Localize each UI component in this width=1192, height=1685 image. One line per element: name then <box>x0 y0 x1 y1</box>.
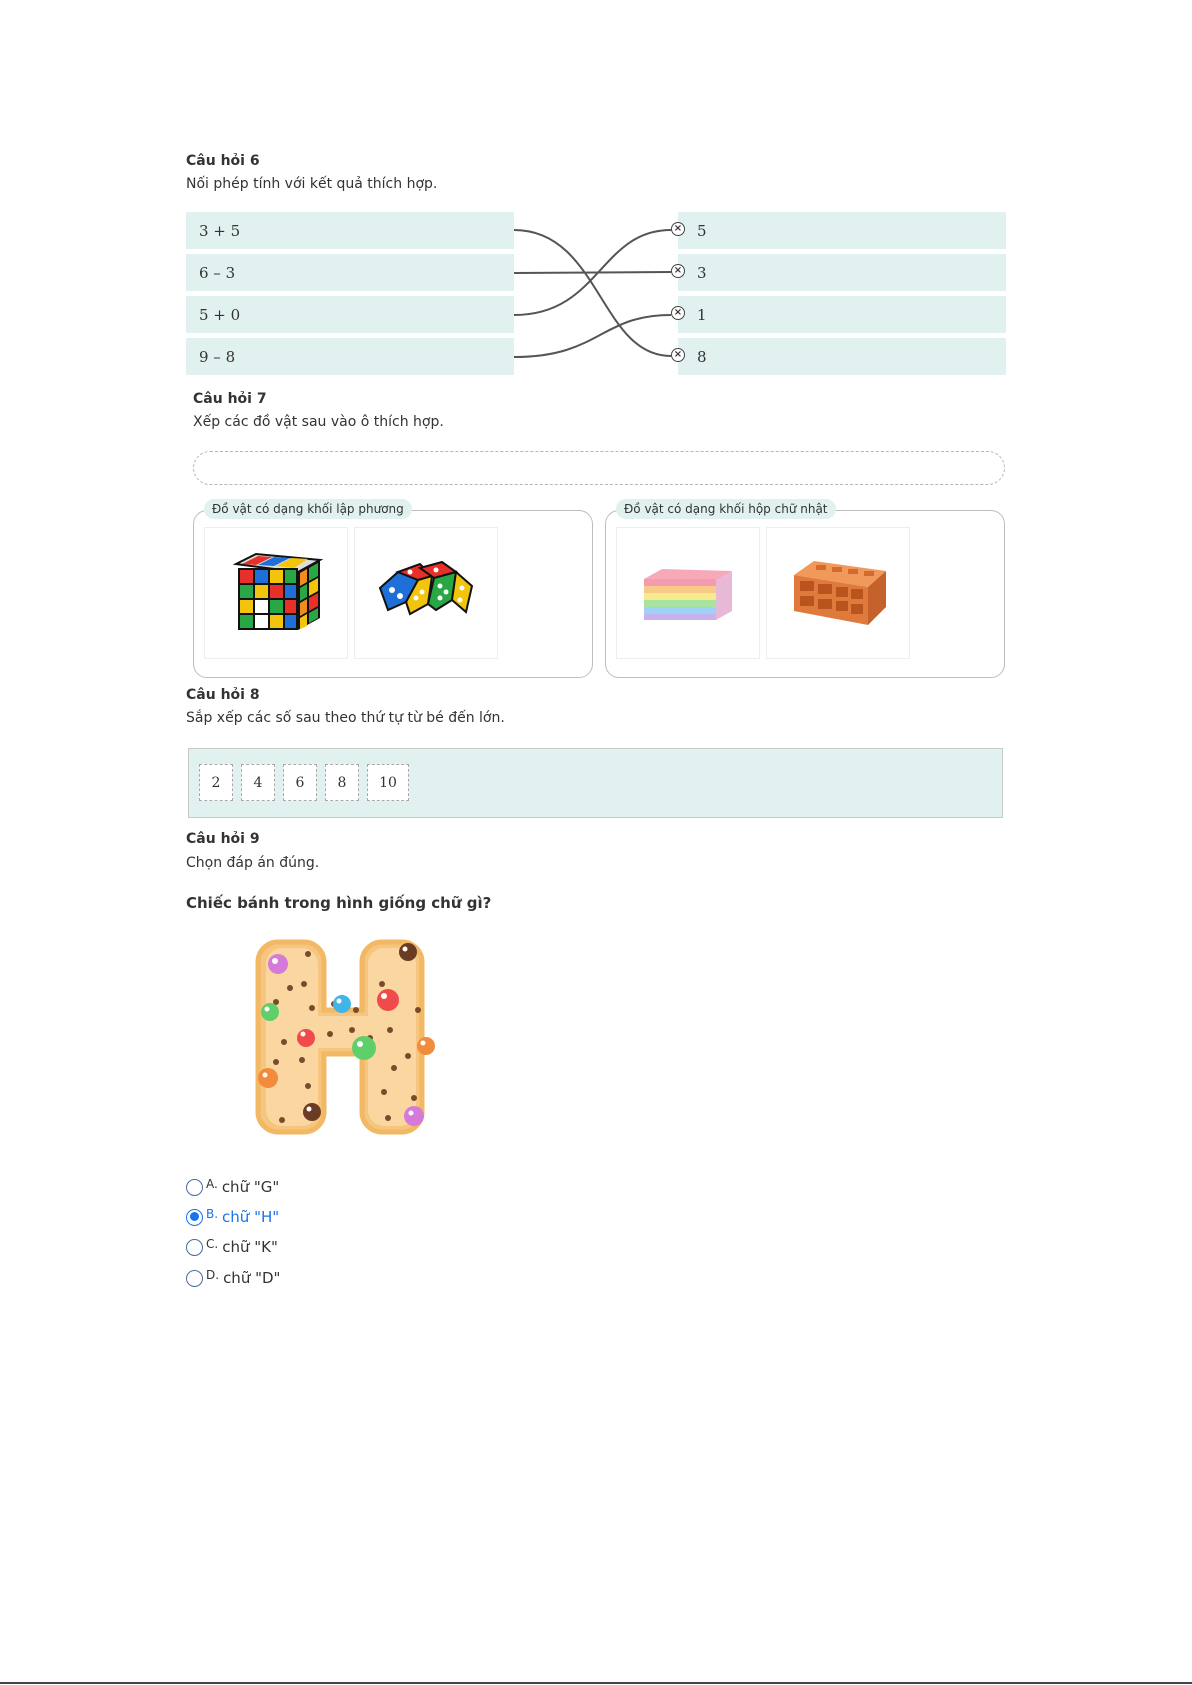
group-box[interactable] <box>605 502 1005 678</box>
number-tile[interactable]: 4 <box>241 764 275 801</box>
option-a[interactable] <box>186 1176 279 1198</box>
q8-title: Câu hỏi 8 <box>186 687 260 703</box>
option-letter: B. <box>206 1207 219 1221</box>
close-circle-icon[interactable]: × <box>671 306 685 320</box>
number-tile[interactable]: 2 <box>199 764 233 801</box>
close-circle-icon[interactable]: × <box>671 348 685 362</box>
rubik-cube-image <box>228 550 324 636</box>
rainbow-eraser-image <box>640 561 736 625</box>
match-right-label: 3 <box>697 263 707 282</box>
group-cube[interactable] <box>193 502 593 678</box>
option-text: chữ "G" <box>221 1178 280 1196</box>
q7-prompt: Xếp các đồ vật sau vào ô thích hợp. <box>193 414 444 430</box>
match-right-item[interactable] <box>678 212 1006 249</box>
brick-card[interactable] <box>766 527 910 659</box>
q9-question: Chiếc bánh trong hình giống chữ gì? <box>186 894 492 912</box>
option-b[interactable] <box>186 1206 279 1228</box>
number-tile[interactable]: 8 <box>325 764 359 801</box>
match-right-item[interactable] <box>678 296 1006 333</box>
q9-title: Câu hỏi 9 <box>186 831 260 847</box>
close-circle-icon[interactable]: × <box>671 222 685 236</box>
option-letter: C. <box>206 1237 219 1251</box>
group-box-label: Đồ vật có dạng khối hộp chữ nhật <box>616 499 836 519</box>
number-tile[interactable]: 6 <box>283 764 317 801</box>
q6-prompt: Nối phép tính với kết quả thích hợp. <box>186 176 438 192</box>
option-d[interactable] <box>186 1267 280 1289</box>
close-circle-icon[interactable]: × <box>671 264 685 278</box>
match-line <box>514 272 671 273</box>
radio-button[interactable] <box>186 1270 203 1287</box>
q7-title: Câu hỏi 7 <box>193 391 267 407</box>
brick-image <box>788 557 888 629</box>
match-left-item[interactable]: 3 + 5 <box>186 212 514 249</box>
match-line <box>514 315 671 357</box>
rainbow-eraser-card[interactable] <box>616 527 760 659</box>
match-left-item[interactable]: 5 + 0 <box>186 296 514 333</box>
q8-prompt: Sắp xếp các số sau theo thứ tự từ bé đến lớn. <box>186 710 505 726</box>
option-c[interactable] <box>186 1236 278 1258</box>
rubik-cube-card[interactable] <box>204 527 348 659</box>
option-text: chữ "D" <box>223 1269 281 1287</box>
option-letter: A. <box>206 1177 218 1191</box>
match-right-label: 1 <box>697 305 707 324</box>
radio-button[interactable] <box>186 1179 203 1196</box>
page-divider <box>0 1682 1192 1684</box>
match-line <box>514 230 671 356</box>
radio-button[interactable] <box>186 1239 203 1256</box>
dice-card[interactable] <box>354 527 498 659</box>
option-letter: D. <box>206 1268 220 1282</box>
radio-button-checked[interactable] <box>186 1209 203 1226</box>
match-line <box>514 230 671 315</box>
match-right-item[interactable] <box>678 254 1006 291</box>
h-letter-cookie-image <box>248 938 444 1138</box>
number-tile[interactable]: 10 <box>367 764 409 801</box>
match-left-item[interactable]: 6 – 3 <box>186 254 514 291</box>
group-cube-label: Đồ vật có dạng khối lập phương <box>204 499 412 519</box>
match-right-label: 5 <box>697 221 707 240</box>
drop-zone[interactable] <box>193 451 1005 485</box>
number-order-area[interactable] <box>188 748 1003 818</box>
q6-title: Câu hỏi 6 <box>186 153 260 169</box>
match-connections <box>0 0 1192 400</box>
dice-image <box>376 558 476 628</box>
match-right-item[interactable] <box>678 338 1006 375</box>
match-left-item[interactable]: 9 – 8 <box>186 338 514 375</box>
q9-prompt: Chọn đáp án đúng. <box>186 855 320 871</box>
match-right-label: 8 <box>697 347 707 366</box>
option-text: chữ "K" <box>222 1238 278 1256</box>
option-text: chữ "H" <box>222 1208 280 1226</box>
